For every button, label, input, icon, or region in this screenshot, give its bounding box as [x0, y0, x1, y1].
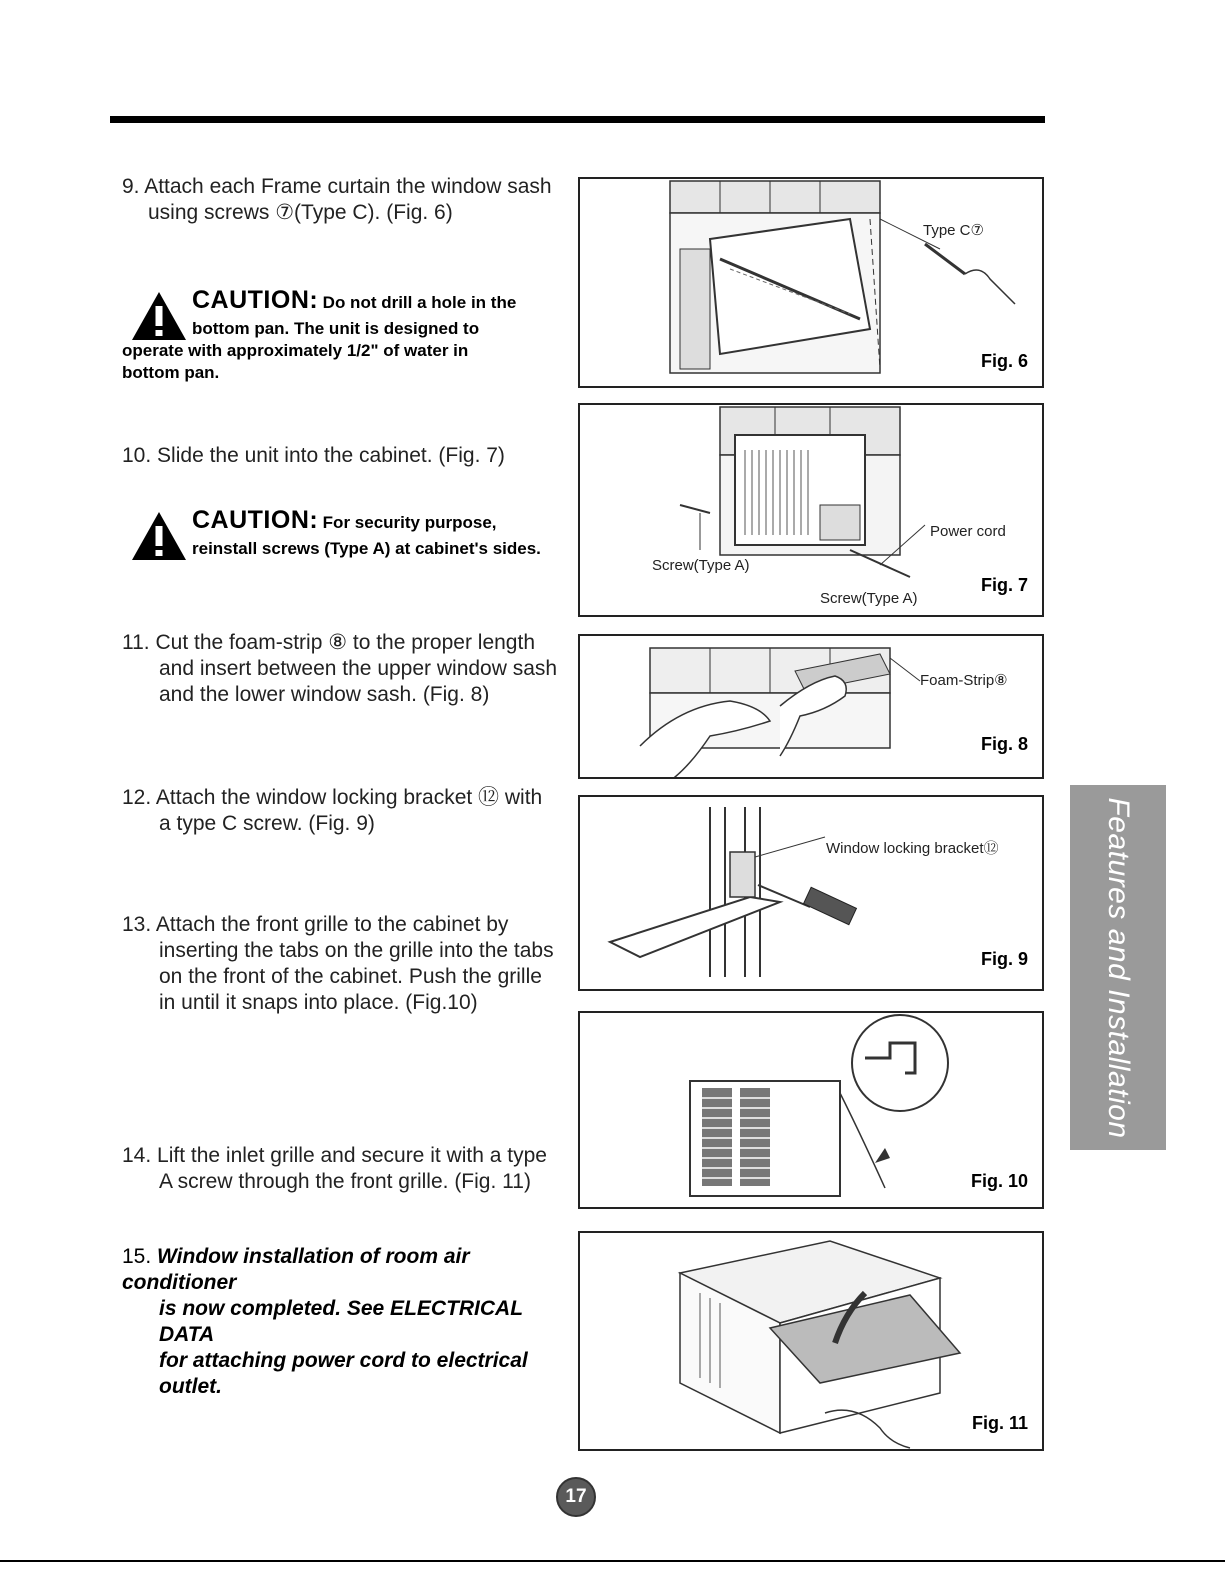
- callout-foam-strip: Foam-Strip⑧: [920, 672, 1008, 689]
- step-text: inserting the tabs on the grille into the tabs: [159, 939, 554, 962]
- step-text: Window installation of room air conditioner: [122, 1245, 470, 1294]
- figure-label: Fig. 11: [971, 1413, 1028, 1433]
- step-text: Attach each Frame curtain the window sash: [144, 175, 552, 198]
- caution-text: bottom pan.: [122, 363, 220, 382]
- step-number: 10.: [122, 444, 152, 467]
- step-10: [122, 443, 572, 469]
- caution-text: Do not drill a hole in the: [322, 293, 517, 312]
- step-number: 9.: [122, 175, 140, 198]
- step-9: [122, 174, 572, 226]
- step-13: [122, 912, 572, 1016]
- step-text: Attach the window locking bracket ⑫ with: [155, 786, 543, 809]
- top-rule: [110, 116, 1045, 123]
- step-number: 13.: [122, 913, 152, 936]
- callout-power-cord: Power cord: [930, 523, 1006, 540]
- side-tab-label: Features and Installation: [1102, 796, 1135, 1139]
- step-text: Slide the unit into the cabinet. (Fig. 7): [157, 444, 505, 467]
- caution-text: operate with approximately 1/2" of water in: [122, 341, 469, 360]
- caution-word: CAUTION:: [192, 506, 319, 534]
- step-text: Attach the front grille to the cabinet by: [155, 913, 509, 936]
- step-14: [122, 1143, 572, 1195]
- foam-strip-illustration: [580, 636, 1042, 777]
- caution-block-screws: [122, 506, 562, 560]
- step-number: 14.: [122, 1144, 152, 1167]
- step-text: in until it snaps into place. (Fig.10): [159, 991, 478, 1014]
- caution-text: reinstall screws (Type A) at cabinet's sides.: [192, 539, 541, 558]
- step-text: for attaching power cord to electrical outlet.: [159, 1349, 528, 1398]
- caution-word: CAUTION:: [192, 286, 319, 314]
- unit-in-cabinet-illustration: [580, 405, 1042, 615]
- caution-text: For security purpose,: [322, 513, 497, 532]
- section-side-tab: [1070, 785, 1166, 1150]
- callout-screw-left: Screw(Type A): [652, 557, 750, 574]
- page-number: 17: [556, 1477, 596, 1517]
- figure-label: Fig. 9: [980, 949, 1028, 969]
- step-text: a type C screw. (Fig. 9): [159, 812, 375, 835]
- step-number: 12.: [122, 786, 152, 809]
- figure-8: [578, 634, 1044, 779]
- step-text: on the front of the cabinet. Push the grille: [159, 965, 542, 988]
- callout-screw-bottom: Screw(Type A): [820, 590, 918, 607]
- warning-triangle-icon: [130, 510, 188, 562]
- step-text: Cut the foam-strip ⑧ to the proper length: [155, 631, 536, 654]
- caution-text: bottom pan. The unit is designed to: [192, 319, 480, 338]
- step-text: Lift the inlet grille and secure it with a type: [157, 1144, 547, 1167]
- step-text: and insert between the upper window sash: [159, 657, 558, 680]
- figure-10: [578, 1011, 1044, 1209]
- step-text: using screws ⑦(Type C). (Fig. 6): [148, 201, 453, 224]
- figure-label: Fig. 6: [980, 351, 1028, 371]
- figure-label: Fig. 10: [970, 1171, 1028, 1191]
- step-text: A screw through the front grille. (Fig. 11): [159, 1170, 531, 1193]
- step-text: is now completed. See ELECTRICAL DATA: [159, 1297, 523, 1346]
- step-number: 15.: [122, 1245, 152, 1268]
- figure-label: Fig. 7: [980, 575, 1028, 595]
- warning-triangle-icon: [130, 290, 188, 342]
- window-frame-illustration: [580, 179, 1042, 386]
- bottom-rule: [0, 1560, 1225, 1562]
- figure-9: [578, 795, 1044, 991]
- figure-label: Fig. 8: [980, 734, 1028, 754]
- step-number: 11.: [122, 631, 150, 654]
- figure-7: [578, 403, 1044, 617]
- caution-block-drill: [122, 286, 562, 384]
- figure-6: [578, 177, 1044, 388]
- figure-11: [578, 1231, 1044, 1451]
- callout-type-c: Type C⑦: [923, 222, 984, 239]
- step-12: [122, 785, 572, 837]
- step-text: and the lower window sash. (Fig. 8): [159, 683, 490, 706]
- step-11: [122, 630, 572, 708]
- callout-locking-bracket: Window locking bracket⑫: [826, 840, 999, 857]
- locking-bracket-illustration: [580, 797, 1042, 989]
- step-15: [122, 1244, 572, 1400]
